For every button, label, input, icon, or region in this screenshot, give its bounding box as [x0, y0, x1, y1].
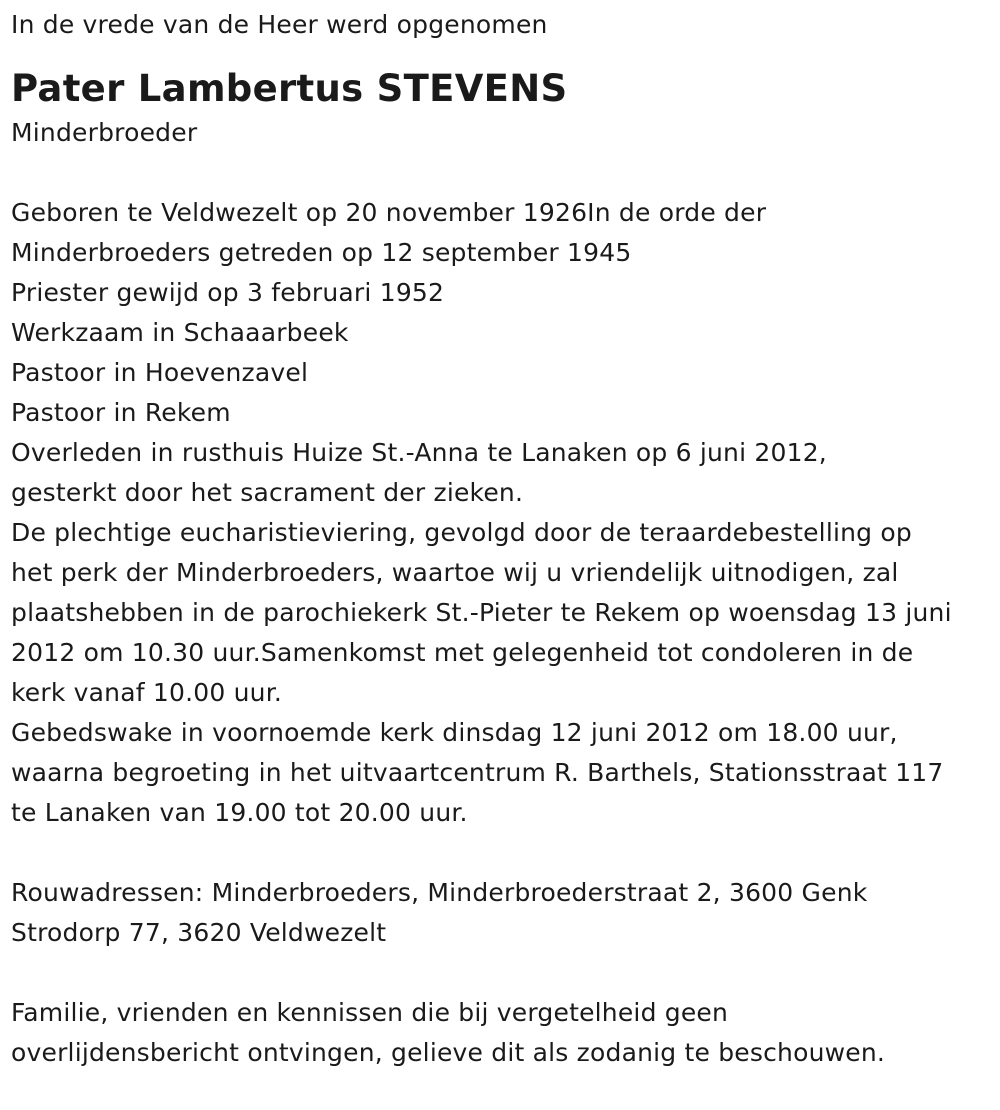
biography-line: waarna begroeting in het uitvaartcentrum R. Barthels, Stationsstraat 117 [11, 758, 944, 787]
address-line: Rouwadressen: Minderbroeders, Minderbroederstraat 2, 3600 Genk [11, 878, 868, 907]
spacer [11, 153, 996, 193]
biography-line: Overleden in rusthuis Huize St.-Anna te Lanaken op 6 juni 2012, [11, 438, 827, 467]
biography-line: kerk vanaf 10.00 uur. [11, 678, 283, 707]
closing-note [11, 993, 996, 1073]
biography-line: De plechtige eucharistieviering, gevolgd door de teraardebestelling op [11, 518, 912, 547]
biography-line: Werkzaam in Schaaarbeek [11, 318, 349, 347]
mourning-addresses [11, 873, 996, 953]
deceased-name: Pater Lambertus STEVENS [11, 67, 568, 110]
address-line: Strodorp 77, 3620 Veldwezelt [11, 918, 387, 947]
closing-line: Familie, vrienden en kennissen die bij vergetelheid geen [11, 998, 729, 1027]
biography-line: Gebedswake in voornoemde kerk dinsdag 12 juni 2012 om 18.00 uur, [11, 718, 898, 747]
closing-line: overlijdensbericht ontvingen, gelieve dit als zodanig te beschouwen. [11, 1038, 886, 1067]
biography-line: Pastoor in Rekem [11, 398, 231, 427]
biography-line: gesterkt door het sacrament der zieken. [11, 478, 524, 507]
deceased-title: Minderbroeder [11, 118, 198, 147]
biography-line: plaatshebben in de parochiekerk St.-Pieter te Rekem op woensdag 13 juni [11, 598, 952, 627]
biography-line: het perk der Minderbroeders, waartoe wij u vriendelijk uitnodigen, zal [11, 558, 899, 587]
intro-text: In de vrede van de Heer werd opgenomen [11, 10, 548, 39]
biography-section [11, 193, 996, 833]
spacer [11, 833, 996, 873]
biography-line: te Lanaken van 19.00 tot 20.00 uur. [11, 798, 468, 827]
biography-line: Pastoor in Hoevenzavel [11, 358, 309, 387]
biography-line: Geboren te Veldwezelt op 20 november 1926In de orde der [11, 198, 767, 227]
biography-line: 2012 om 10.30 uur.Samenkomst met gelegenheid tot condoleren in de [11, 638, 914, 667]
obituary-notice [11, 0, 996, 1073]
biography-line: Minderbroeders getreden op 12 september 1945 [11, 238, 632, 267]
spacer [11, 953, 996, 993]
biography-line: Priester gewijd op 3 februari 1952 [11, 278, 445, 307]
